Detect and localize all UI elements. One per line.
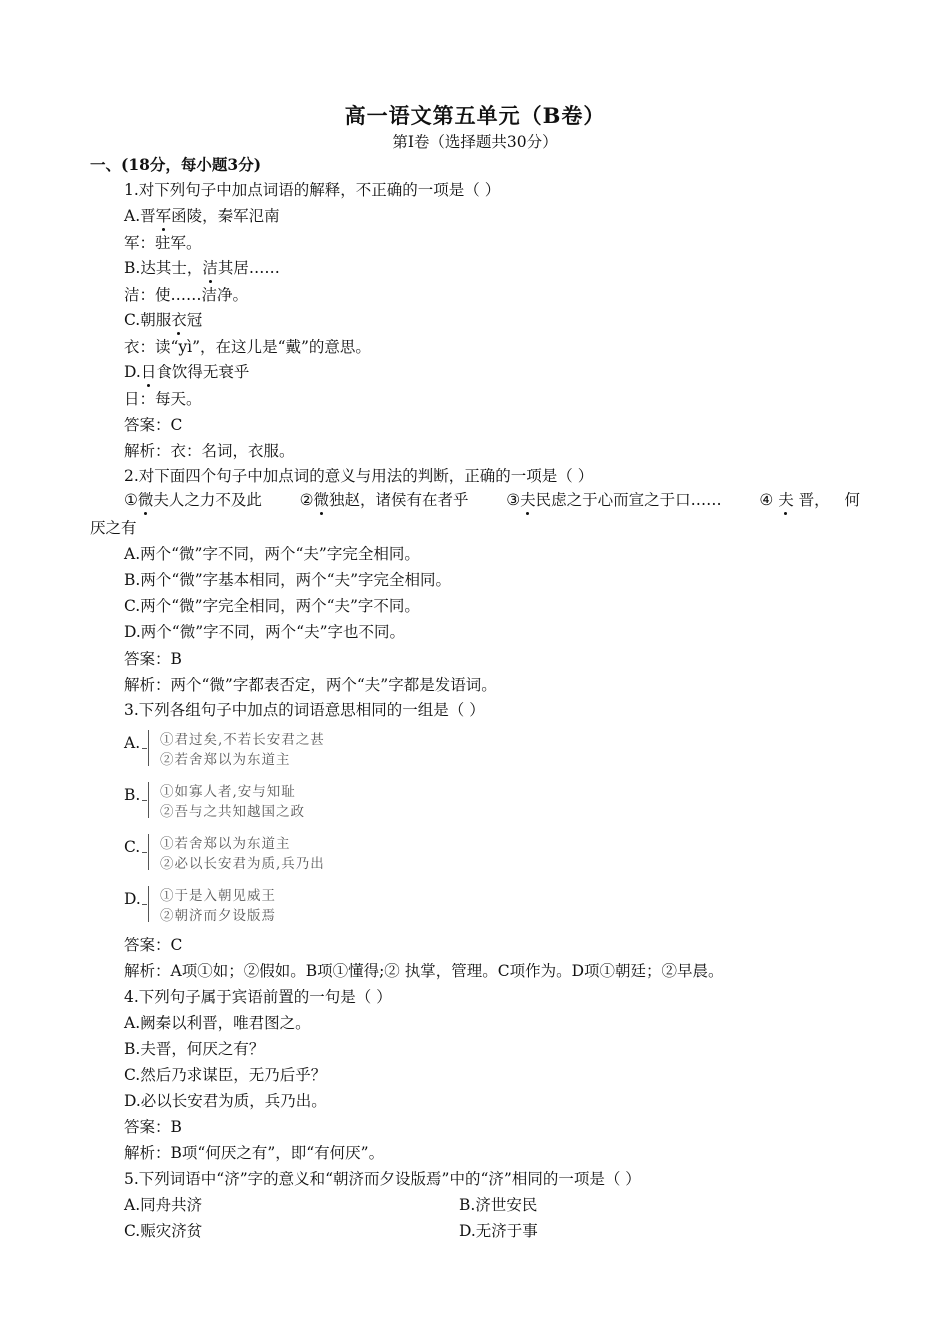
q3-option-label: A. <box>124 734 141 752</box>
q1-option-a-explanation: 军：驻军。 <box>124 234 202 252</box>
q2-sentence-4-continued: 厌之有 <box>90 519 137 537</box>
q5-option-c: C.赈灾济贫 <box>124 1222 203 1240</box>
brace-icon <box>148 782 157 818</box>
q1-option-d: D.日食饮得无衰乎 <box>124 363 250 381</box>
page-title: 高一语文第五单元（B卷） <box>344 103 606 128</box>
q2-option-d: D.两个“微”字不同，两个“夫”字也不同。 <box>124 623 405 641</box>
q1-option-b-explanation: 洁：使……洁净。 <box>124 286 249 304</box>
q2-sentence-2: ②微独赵，诸侯有在者乎 <box>299 491 469 509</box>
q1-option-d-explanation: 日：每天。 <box>124 390 202 408</box>
section-heading: 一、(18分，每小题3分) <box>90 155 262 174</box>
q3-option-line-2: ②必以长安君为质,兵乃出 <box>160 856 325 872</box>
q3-option-line-1: ①君过矣,不若长安君之甚 <box>160 732 325 748</box>
q4-option-b: B.夫晋，何厌之有？ <box>124 1040 265 1058</box>
q1-option-c-explanation: 衣：读“yì”，在这儿是“戴”的意思。 <box>124 338 371 356</box>
q1-option-c: C.朝服衣冠 <box>124 311 203 329</box>
q3-option-line-2: ②若舍郑以为东道主 <box>160 752 291 768</box>
page-subtitle: 第Ⅰ卷（选择题共30分） <box>392 133 558 151</box>
q3-stem: 3.下列各组句子中加点的词语意思相同的一组是（ ） <box>124 701 485 719</box>
brace-icon <box>148 834 157 870</box>
q3-option-line-1: ①若舍郑以为东道主 <box>160 836 291 852</box>
dotted-word: 洁 <box>202 259 218 277</box>
q2-answer: 答案：B <box>124 650 182 668</box>
q2-option-c: C.两个“微”字完全相同，两个“夫”字不同。 <box>124 597 420 615</box>
q3-option-line-2: ②朝济而夕设版焉 <box>160 908 276 924</box>
dotted-word: 微 <box>137 491 154 509</box>
q1-answer: 答案：C <box>124 416 183 434</box>
q3-analysis: 解析：A项①如；②假如。B项①懂得;② 执掌，管理。C项作为。D项①朝廷；②早晨。 <box>124 962 724 980</box>
q5-option-a: A.同舟共济 <box>124 1196 203 1214</box>
q4-option-c: C.然后乃求谋臣，无乃后乎？ <box>124 1066 327 1084</box>
q5-stem: 5.下列词语中“济”字的意义和“朝济而夕设版焉”中的“济”相同的一项是（ ） <box>124 1170 641 1188</box>
q1-option-b: B.达其士，洁其居…… <box>124 259 280 277</box>
dotted-word: 衣 <box>171 311 187 329</box>
dotted-word: 夫 <box>520 491 536 509</box>
q3-answer: 答案：C <box>124 936 183 954</box>
q2-option-b: B.两个“微”字基本相同，两个“夫”字完全相同。 <box>124 571 452 589</box>
dotted-word: 日 <box>140 363 157 381</box>
q2-sentence-4: ④ 夫 晋， 何 <box>759 491 860 509</box>
q3-option-label: C. <box>124 838 141 856</box>
q2-sentence-1: ①微夫人之力不及此 <box>124 491 262 509</box>
q1-stem: 1.对下列句子中加点词语的解释，不正确的一项是（ ） <box>124 181 501 199</box>
brace-icon <box>148 730 157 766</box>
q5-option-d: D.无济于事 <box>459 1222 538 1240</box>
q4-analysis: 解析：B项“何厌之有”，即“有何厌”。 <box>124 1144 385 1162</box>
q2-analysis: 解析：两个“微”字都表否定，两个“夫”字都是发语词。 <box>124 676 497 694</box>
q1-analysis: 解析：衣：名词，衣服。 <box>124 442 295 460</box>
q3-option-line-1: ①于是入朝见威王 <box>160 888 276 904</box>
dotted-word: 微 <box>313 491 330 509</box>
dotted-word: 夫 <box>778 491 794 509</box>
q3-option-line-2: ②吾与之共知越国之政 <box>160 804 305 820</box>
q3-option-label: D. <box>124 890 141 908</box>
brace-icon <box>148 886 157 922</box>
q4-stem: 4.下列句子属于宾语前置的一句是（ ） <box>124 988 392 1006</box>
q2-sentences <box>124 490 860 510</box>
dotted-word: 军 <box>155 207 172 225</box>
q3-option-label: B. <box>124 786 141 804</box>
q5-option-b: B.济世安民 <box>459 1196 538 1214</box>
q4-option-d: D.必以长安君为质，兵乃出。 <box>124 1092 327 1110</box>
q2-option-a: A.两个“微”字不同，两个“夫”字完全相同。 <box>124 545 420 563</box>
q3-option-line-1: ①如寡人者,安与知耻 <box>160 784 296 800</box>
q2-sentence-3: ③夫民虑之于心而宣之于口…… <box>506 491 722 509</box>
q2-stem: 2.对下面四个句子中加点词的意义与用法的判断，正确的一项是（ ） <box>124 467 594 485</box>
q4-answer: 答案：B <box>124 1118 182 1136</box>
q1-option-a: A.晋军函陵，秦军氾南 <box>124 207 280 225</box>
q4-option-a: A.阙秦以利晋，唯君图之。 <box>124 1014 311 1032</box>
